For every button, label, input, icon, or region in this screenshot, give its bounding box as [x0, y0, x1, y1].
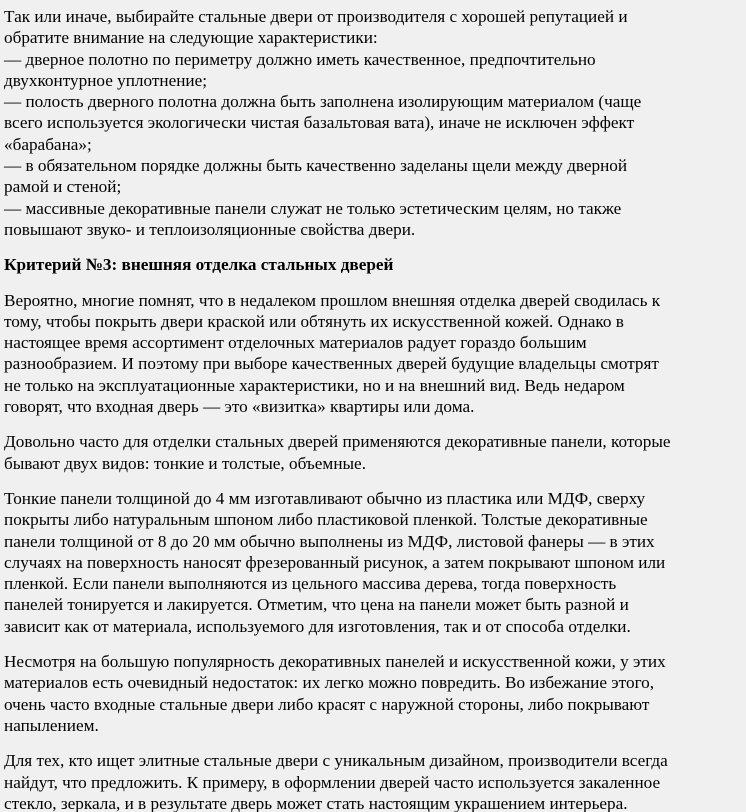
text-line: настоящее время ассортимент отделочных материалов радует гораздо большим [4, 333, 587, 353]
paragraph-disadvantages [4, 651, 746, 736]
text-line: — полость дверного полотна должна быть заполнена изолирующим материалом (чаще [4, 92, 642, 112]
text-line: — дверное полотно по периметру должно иметь качественное, предпочтительно [4, 49, 596, 69]
paragraph-panel-materials [4, 488, 746, 637]
text-line: обратите внимание на следующие характеристики: [4, 28, 378, 48]
text-line: разнообразием. И поэтому при выборе качественных дверей будущие владельцы смотрят [4, 354, 659, 374]
intro-paragraph [4, 6, 746, 240]
paragraph-finish-history [4, 290, 746, 418]
text-line: случаях на поверхность наносят фрезерованный рисунок, а затем покрывают шпоном или [4, 552, 666, 572]
text-line: материалов есть очевидный недостаток: их легко можно повредить. Во избежание этого, [4, 673, 655, 693]
text-line: стекло, зеркала, и в результате дверь может стать настоящим украшением интерьера. [4, 793, 628, 812]
text-line: повышают звуко- и теплоизоляционные свойства двери. [4, 219, 416, 239]
text-line: найдут, что предложить. К примеру, в оформлении дверей часто используется закаленное [4, 772, 661, 792]
text-line: не только на эксплуатационные характеристики, но и на внешний вид. Ведь недаром [4, 375, 625, 395]
text-line: «барабана»; [4, 134, 92, 154]
text-line: двухконтурное уплотнение; [4, 70, 208, 90]
text-line: рамой и стеной; [4, 177, 122, 197]
text-line: пленкой. Если панели выполняются из цельного массива дерева, тогда поверхность [4, 574, 617, 594]
text-line: Тонкие панели толщиной до 4 мм изготавливают обычно из пластика или МДФ, сверху [4, 488, 646, 508]
text-line: Для тех, кто ищет элитные стальные двери с уникальным дизайном, производители всегда [4, 751, 668, 771]
text-line: — в обязательном порядке должны быть качественно заделаны щели между дверной [4, 156, 628, 176]
text-line: тому, чтобы покрыть двери краской или обтянуть их искусственной кожей. Однако в [4, 311, 624, 331]
section-heading: Критерий №3: внешняя отделка стальных дверей [4, 255, 394, 275]
text-line: Так или иначе, выбирайте стальные двери от производителя с хорошей репутацией и [4, 7, 628, 26]
text-line: — массивные декоративные панели служат не только эстетическим целям, но также [4, 198, 622, 218]
text-line: панелей тонируется и лакируется. Отметим, что цена на панели может быть разной и [4, 595, 629, 615]
text-line: всего используется экологически чистая базальтовая вата), иначе не исключен эффект [4, 113, 635, 133]
paragraph-elite-doors [4, 750, 746, 812]
text-line: напылением. [4, 715, 99, 735]
text-line: покрыты либо натуральным шпоном либо пластиковой пленкой. Толстые декоративные [4, 510, 648, 530]
text-line: Вероятно, многие помнят, что в недалеком прошлом внешняя отделка дверей сводилась к [4, 290, 661, 310]
paragraph-panel-types [4, 431, 746, 474]
text-line: Несмотря на большую популярность декоративных панелей и искусственной кожи, у этих [4, 652, 666, 672]
text-line: бывают двух видов: тонкие и толстые, объемные. [4, 453, 366, 473]
text-line: говорят, что входная дверь — это «визитка» квартиры или дома. [4, 397, 475, 417]
text-line: зависит как от материала, используемого для изготовления, так и от способа отделки. [4, 616, 631, 636]
text-line: Довольно часто для отделки стальных дверей применяются декоративные панели, которые [4, 432, 671, 452]
text-line: панели толщиной от 8 до 20 мм обычно выполнены из МДФ, листовой фанеры — в этих [4, 531, 655, 551]
text-line: очень часто входные стальные двери либо красят с наружной стороны, либо покрывают [4, 694, 650, 714]
